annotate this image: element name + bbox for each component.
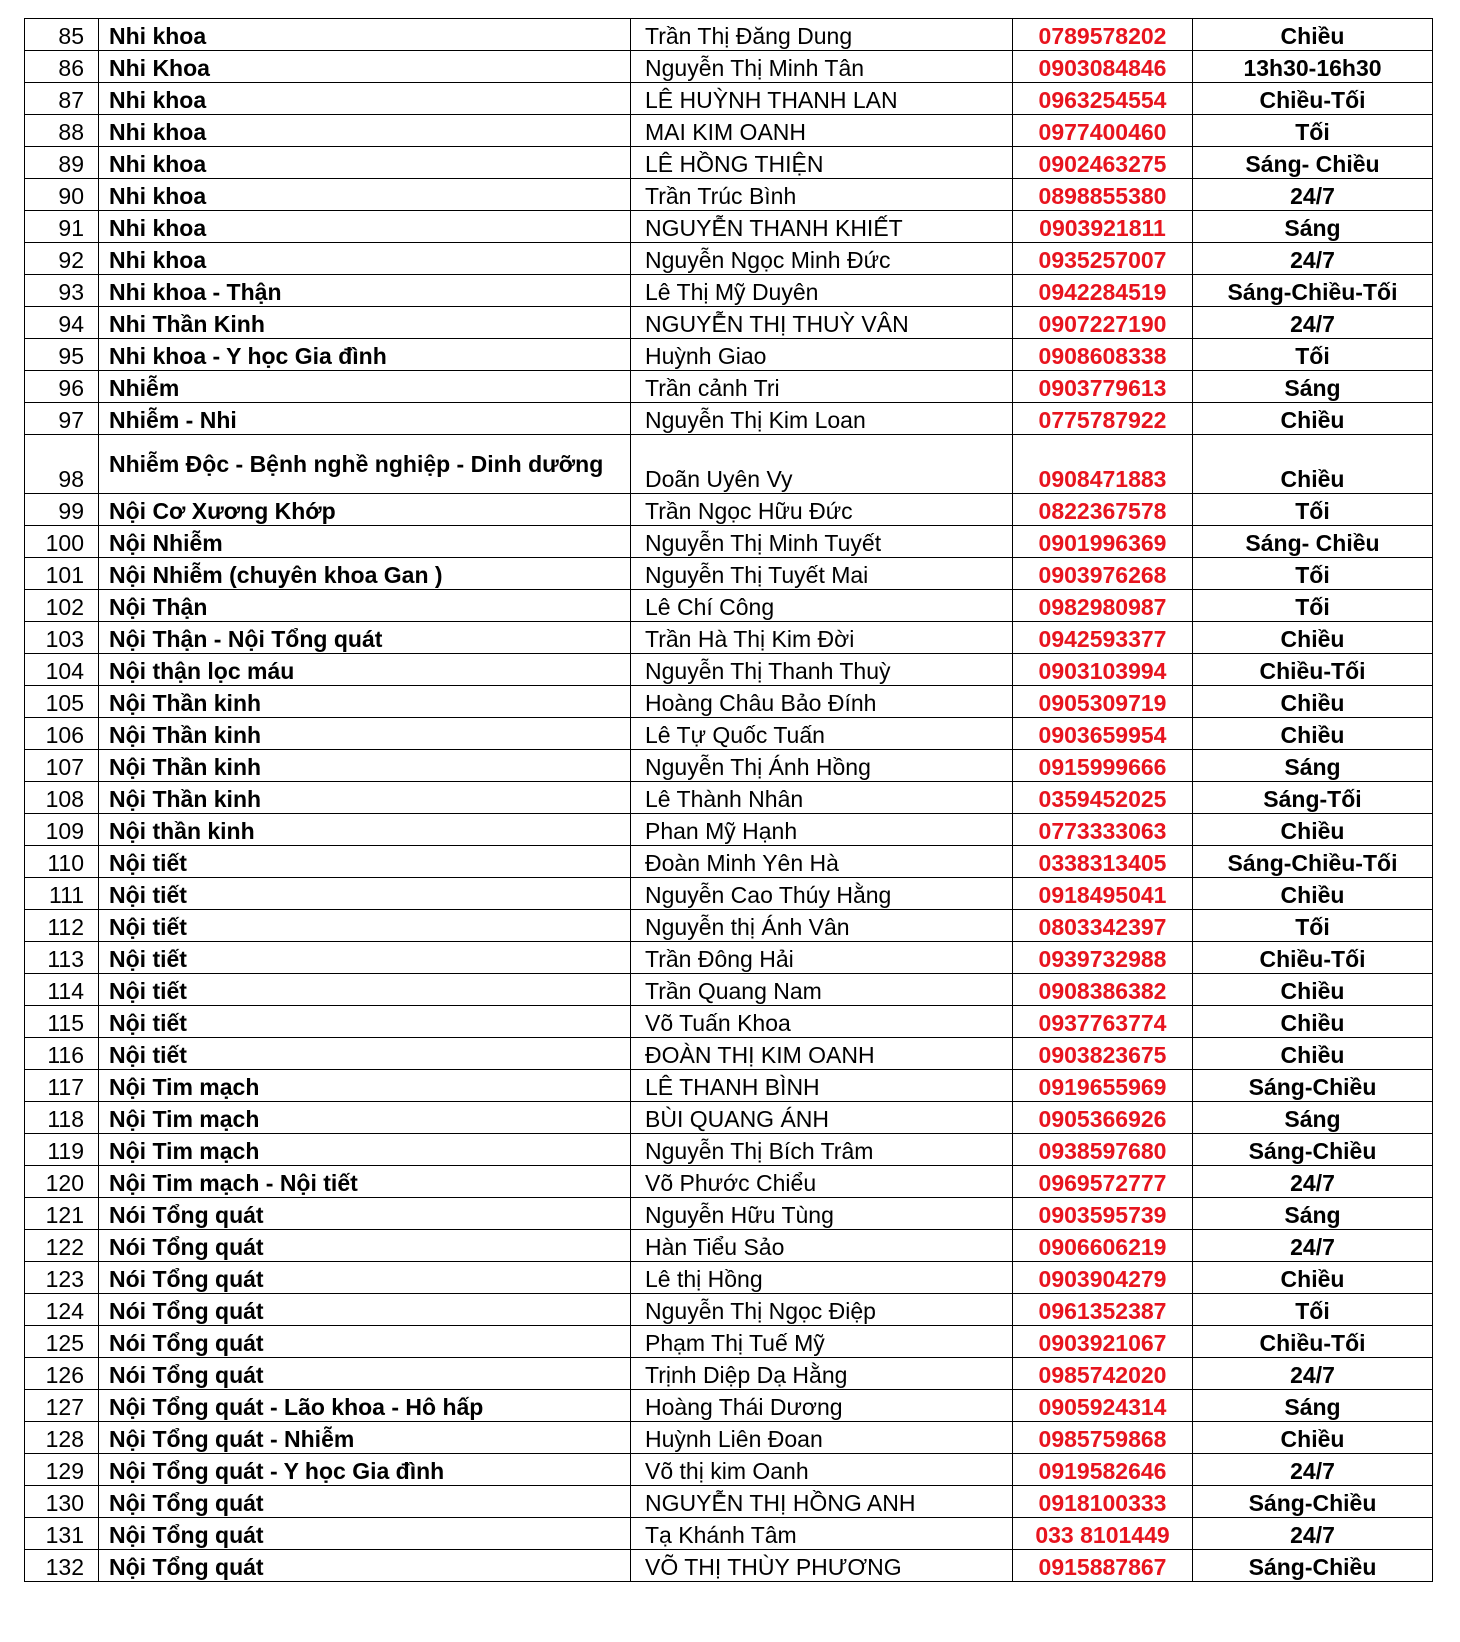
doctor-name-cell: Hoàng Châu Bảo Đính (631, 686, 1013, 718)
row-number: 95 (25, 339, 99, 371)
row-number: 123 (25, 1262, 99, 1294)
specialty-cell: Nói Tổng quát (99, 1294, 631, 1326)
phone-number-cell: 0822367578 (1013, 494, 1193, 526)
time-slot-cell: Tối (1193, 339, 1433, 371)
time-slot-cell: Chiều (1193, 435, 1433, 494)
time-slot-cell: Chiều (1193, 622, 1433, 654)
row-number: 124 (25, 1294, 99, 1326)
specialty-cell: Nội Thần kinh (99, 686, 631, 718)
phone-number-cell: 0903921067 (1013, 1326, 1193, 1358)
specialty-cell: Nội Tim mạch (99, 1070, 631, 1102)
specialty-cell: Nhi khoa (99, 147, 631, 179)
row-number: 119 (25, 1134, 99, 1166)
phone-number-cell: 0773333063 (1013, 814, 1193, 846)
doctor-name-cell: Nguyễn Cao Thúy Hằng (631, 878, 1013, 910)
time-slot-cell: 24/7 (1193, 243, 1433, 275)
table-row (25, 1518, 1433, 1550)
phone-number-cell: 0942284519 (1013, 275, 1193, 307)
table-row (25, 846, 1433, 878)
doctor-name-cell: Đoàn Minh Yên Hà (631, 846, 1013, 878)
doctor-name-cell: Trần cảnh Tri (631, 371, 1013, 403)
table-row (25, 974, 1433, 1006)
table-row (25, 1070, 1433, 1102)
row-number: 87 (25, 83, 99, 115)
specialty-cell: Nội tiết (99, 974, 631, 1006)
specialty-cell: Nội Tổng quát - Y học Gia đình (99, 1454, 631, 1486)
doctor-name-cell: Nguyễn Thị Minh Tuyết (631, 526, 1013, 558)
table-row (25, 654, 1433, 686)
specialty-cell: Nói Tổng quát (99, 1198, 631, 1230)
specialty-cell: Nội tiết (99, 942, 631, 974)
doctor-name-cell: Lê Tự Quốc Tuấn (631, 718, 1013, 750)
specialty-cell: Nội Tổng quát - Lão khoa - Hô hấp (99, 1390, 631, 1422)
row-number: 112 (25, 910, 99, 942)
doctor-name-cell: Võ Phước Chiểu (631, 1166, 1013, 1198)
table-row (25, 718, 1433, 750)
time-slot-cell: 24/7 (1193, 1454, 1433, 1486)
row-number: 91 (25, 211, 99, 243)
specialty-cell: Nội Nhiễm (chuyên khoa Gan ) (99, 558, 631, 590)
row-number: 104 (25, 654, 99, 686)
table-row (25, 1486, 1433, 1518)
specialty-cell: Nội Thần kinh (99, 782, 631, 814)
time-slot-cell: Sáng (1193, 371, 1433, 403)
doctor-name-cell: Lê thị Hồng (631, 1262, 1013, 1294)
specialty-cell: Nói Tổng quát (99, 1326, 631, 1358)
row-number: 132 (25, 1550, 99, 1582)
table-row (25, 1006, 1433, 1038)
time-slot-cell: Chiều-Tối (1193, 1326, 1433, 1358)
time-slot-cell: Chiều-Tối (1193, 654, 1433, 686)
time-slot-cell: Chiều (1193, 878, 1433, 910)
row-number: 126 (25, 1358, 99, 1390)
row-number: 131 (25, 1518, 99, 1550)
phone-number-cell: 0939732988 (1013, 942, 1193, 974)
specialty-cell: Nội Nhiễm (99, 526, 631, 558)
time-slot-cell: Sáng- Chiều (1193, 147, 1433, 179)
specialty-cell: Nội Tổng quát (99, 1518, 631, 1550)
table-row (25, 435, 1433, 494)
doctor-name-cell: Hàn Tiểu Sảo (631, 1230, 1013, 1262)
time-slot-cell: Sáng (1193, 1390, 1433, 1422)
phone-number-cell: 0903103994 (1013, 654, 1193, 686)
row-number: 97 (25, 403, 99, 435)
row-number: 117 (25, 1070, 99, 1102)
doctor-table-body (25, 19, 1433, 1582)
row-number: 99 (25, 494, 99, 526)
phone-number-cell: 0985742020 (1013, 1358, 1193, 1390)
phone-number-cell: 0905366926 (1013, 1102, 1193, 1134)
time-slot-cell: Sáng-Chiều-Tối (1193, 275, 1433, 307)
table-row (25, 686, 1433, 718)
specialty-cell: Nói Tổng quát (99, 1230, 631, 1262)
row-number: 106 (25, 718, 99, 750)
doctor-name-cell: LÊ THANH BÌNH (631, 1070, 1013, 1102)
doctor-name-cell: Nguyễn Ngọc Minh Đức (631, 243, 1013, 275)
table-row (25, 211, 1433, 243)
table-row (25, 147, 1433, 179)
row-number: 103 (25, 622, 99, 654)
doctor-name-cell: ĐOÀN THỊ KIM OANH (631, 1038, 1013, 1070)
row-number: 116 (25, 1038, 99, 1070)
phone-number-cell: 0982980987 (1013, 590, 1193, 622)
specialty-cell: Nhi khoa (99, 19, 631, 51)
doctor-name-cell: Huỳnh Liên Đoan (631, 1422, 1013, 1454)
doctor-name-cell: NGUYỄN THỊ THUỲ VÂN (631, 307, 1013, 339)
time-slot-cell: Sáng (1193, 1102, 1433, 1134)
table-row (25, 1390, 1433, 1422)
row-number: 101 (25, 558, 99, 590)
row-number: 129 (25, 1454, 99, 1486)
table-row (25, 403, 1433, 435)
table-row (25, 371, 1433, 403)
time-slot-cell: Sáng-Chiều (1193, 1070, 1433, 1102)
row-number: 108 (25, 782, 99, 814)
specialty-cell: Nội Thần kinh (99, 718, 631, 750)
time-slot-cell: 24/7 (1193, 307, 1433, 339)
time-slot-cell: 24/7 (1193, 1518, 1433, 1550)
doctor-name-cell: LÊ HỒNG THIỆN (631, 147, 1013, 179)
table-row (25, 942, 1433, 974)
specialty-cell: Nội Tổng quát - Nhiễm (99, 1422, 631, 1454)
phone-number-cell: 0985759868 (1013, 1422, 1193, 1454)
phone-number-cell: 0903921811 (1013, 211, 1193, 243)
time-slot-cell: Tối (1193, 1294, 1433, 1326)
doctor-name-cell: Trịnh Diệp Dạ Hằng (631, 1358, 1013, 1390)
time-slot-cell: Chiều (1193, 19, 1433, 51)
specialty-cell: Nội thần kinh (99, 814, 631, 846)
row-number: 89 (25, 147, 99, 179)
table-row (25, 243, 1433, 275)
doctor-name-cell: Trần Hà Thị Kim Đời (631, 622, 1013, 654)
phone-number-cell: 0903084846 (1013, 51, 1193, 83)
specialty-cell: Nội tiết (99, 846, 631, 878)
row-number: 110 (25, 846, 99, 878)
phone-number-cell: 033 8101449 (1013, 1518, 1193, 1550)
specialty-cell: Nhi khoa (99, 83, 631, 115)
row-number: 121 (25, 1198, 99, 1230)
table-row (25, 179, 1433, 211)
table-row (25, 1454, 1433, 1486)
phone-number-cell: 0935257007 (1013, 243, 1193, 275)
phone-number-cell: 0789578202 (1013, 19, 1193, 51)
specialty-cell: Nội Tổng quát (99, 1486, 631, 1518)
table-row (25, 19, 1433, 51)
specialty-cell: Nội tiết (99, 910, 631, 942)
row-number: 114 (25, 974, 99, 1006)
row-number: 100 (25, 526, 99, 558)
specialty-cell: Nội Tim mạch (99, 1102, 631, 1134)
specialty-cell: Nội tiết (99, 1038, 631, 1070)
time-slot-cell: Sáng (1193, 211, 1433, 243)
table-row (25, 1294, 1433, 1326)
specialty-cell: Nội tiết (99, 1006, 631, 1038)
table-row (25, 878, 1433, 910)
row-number: 94 (25, 307, 99, 339)
specialty-cell: Nhi Khoa (99, 51, 631, 83)
row-number: 102 (25, 590, 99, 622)
phone-number-cell: 0903779613 (1013, 371, 1193, 403)
specialty-cell: Nội thận lọc máu (99, 654, 631, 686)
phone-number-cell: 0898855380 (1013, 179, 1193, 211)
doctor-name-cell: BÙI QUANG ÁNH (631, 1102, 1013, 1134)
phone-number-cell: 0918495041 (1013, 878, 1193, 910)
time-slot-cell: Chiều (1193, 814, 1433, 846)
table-row (25, 1550, 1433, 1582)
row-number: 111 (25, 878, 99, 910)
table-row (25, 1102, 1433, 1134)
doctor-name-cell: Phan Mỹ Hạnh (631, 814, 1013, 846)
time-slot-cell: Sáng-Chiều-Tối (1193, 846, 1433, 878)
time-slot-cell: 24/7 (1193, 1358, 1433, 1390)
time-slot-cell: Chiều (1193, 1006, 1433, 1038)
time-slot-cell: 24/7 (1193, 1166, 1433, 1198)
doctor-name-cell: Tạ Khánh Tâm (631, 1518, 1013, 1550)
table-row (25, 910, 1433, 942)
table-row (25, 1358, 1433, 1390)
doctor-name-cell: VÕ THỊ THÙY PHƯƠNG (631, 1550, 1013, 1582)
time-slot-cell: 24/7 (1193, 179, 1433, 211)
row-number: 113 (25, 942, 99, 974)
specialty-cell: Nhi khoa - Thận (99, 275, 631, 307)
table-row (25, 558, 1433, 590)
doctor-name-cell: Lê Thành Nhân (631, 782, 1013, 814)
table-row (25, 339, 1433, 371)
row-number: 115 (25, 1006, 99, 1038)
table-row (25, 1326, 1433, 1358)
row-number: 96 (25, 371, 99, 403)
doctor-name-cell: Nguyễn Thị Minh Tân (631, 51, 1013, 83)
phone-number-cell: 0919582646 (1013, 1454, 1193, 1486)
time-slot-cell: Tối (1193, 494, 1433, 526)
phone-number-cell: 0775787922 (1013, 403, 1193, 435)
row-number: 118 (25, 1102, 99, 1134)
table-row (25, 750, 1433, 782)
row-number: 90 (25, 179, 99, 211)
phone-number-cell: 0902463275 (1013, 147, 1193, 179)
phone-number-cell: 0937763774 (1013, 1006, 1193, 1038)
phone-number-cell: 0905924314 (1013, 1390, 1193, 1422)
doctor-name-cell: Huỳnh Giao (631, 339, 1013, 371)
specialty-cell: Nội Cơ Xương Khớp (99, 494, 631, 526)
time-slot-cell: Tối (1193, 910, 1433, 942)
time-slot-cell: Sáng-Tối (1193, 782, 1433, 814)
table-row (25, 590, 1433, 622)
specialty-cell: Nhi Thần Kinh (99, 307, 631, 339)
doctor-name-cell: Võ thị kim Oanh (631, 1454, 1013, 1486)
table-row (25, 307, 1433, 339)
table-row (25, 1422, 1433, 1454)
specialty-cell: Nhi khoa - Y học Gia đình (99, 339, 631, 371)
doctor-name-cell: Phạm Thị Tuế Mỹ (631, 1326, 1013, 1358)
time-slot-cell: Tối (1193, 558, 1433, 590)
specialty-cell: Nói Tổng quát (99, 1358, 631, 1390)
time-slot-cell: Chiều (1193, 1038, 1433, 1070)
doctor-name-cell: Nguyễn Thị Kim Loan (631, 403, 1013, 435)
time-slot-cell: Tối (1193, 115, 1433, 147)
phone-number-cell: 0918100333 (1013, 1486, 1193, 1518)
specialty-cell: Nhi khoa (99, 211, 631, 243)
time-slot-cell: Chiều (1193, 1422, 1433, 1454)
specialty-cell: Nhi khoa (99, 179, 631, 211)
row-number: 120 (25, 1166, 99, 1198)
time-slot-cell: Chiều (1193, 1262, 1433, 1294)
row-number: 93 (25, 275, 99, 307)
row-number: 109 (25, 814, 99, 846)
time-slot-cell: 13h30-16h30 (1193, 51, 1433, 83)
time-slot-cell: Sáng (1193, 1198, 1433, 1230)
phone-number-cell: 0919655969 (1013, 1070, 1193, 1102)
specialty-cell: Nội Thận - Nội Tổng quát (99, 622, 631, 654)
specialty-cell: Nội Tim mạch - Nội tiết (99, 1166, 631, 1198)
doctor-name-cell: LÊ HUỲNH THANH LAN (631, 83, 1013, 115)
doctor-name-cell: Trần Ngọc Hữu Đức (631, 494, 1013, 526)
phone-number-cell: 0338313405 (1013, 846, 1193, 878)
row-number: 107 (25, 750, 99, 782)
doctor-name-cell: Trần Trúc Bình (631, 179, 1013, 211)
specialty-cell: Nội Thận (99, 590, 631, 622)
doctor-name-cell: Lê Thị Mỹ Duyên (631, 275, 1013, 307)
specialty-cell: Nhiễm - Nhi (99, 403, 631, 435)
table-row (25, 275, 1433, 307)
phone-number-cell: 0908608338 (1013, 339, 1193, 371)
doctor-table (24, 18, 1433, 1582)
specialty-cell: Nội Tim mạch (99, 1134, 631, 1166)
time-slot-cell: Chiều (1193, 718, 1433, 750)
table-row (25, 1262, 1433, 1294)
table-row (25, 83, 1433, 115)
doctor-name-cell: MAI KIM OANH (631, 115, 1013, 147)
phone-number-cell: 0901996369 (1013, 526, 1193, 558)
phone-number-cell: 0903659954 (1013, 718, 1193, 750)
phone-number-cell: 0963254554 (1013, 83, 1193, 115)
time-slot-cell: Sáng-Chiều (1193, 1134, 1433, 1166)
time-slot-cell: Chiều-Tối (1193, 942, 1433, 974)
row-number: 98 (25, 435, 99, 494)
phone-number-cell: 0908386382 (1013, 974, 1193, 1006)
row-number: 86 (25, 51, 99, 83)
doctor-name-cell: Nguyễn Thị Ngọc Điệp (631, 1294, 1013, 1326)
specialty-cell: Nhiễm Độc - Bệnh nghề nghiệp - Dinh dưỡng (99, 435, 631, 494)
phone-number-cell: 0915887867 (1013, 1550, 1193, 1582)
doctor-name-cell: Nguyễn Thị Tuyết Mai (631, 558, 1013, 590)
phone-number-cell: 0977400460 (1013, 115, 1193, 147)
doctor-name-cell: Nguyễn Thị Bích Trâm (631, 1134, 1013, 1166)
table-row (25, 1134, 1433, 1166)
doctor-name-cell: NGUYỄN THANH KHIẾT (631, 211, 1013, 243)
doctor-name-cell: Võ Tuấn Khoa (631, 1006, 1013, 1038)
time-slot-cell: Sáng- Chiều (1193, 526, 1433, 558)
doctor-name-cell: Lê Chí Công (631, 590, 1013, 622)
row-number: 128 (25, 1422, 99, 1454)
table-row (25, 115, 1433, 147)
phone-number-cell: 0938597680 (1013, 1134, 1193, 1166)
time-slot-cell: Sáng-Chiều (1193, 1486, 1433, 1518)
phone-number-cell: 0803342397 (1013, 910, 1193, 942)
row-number: 125 (25, 1326, 99, 1358)
doctor-name-cell: Trần Đông Hải (631, 942, 1013, 974)
specialty-cell: Nội Tổng quát (99, 1550, 631, 1582)
doctor-name-cell: Doãn Uyên Vy (631, 435, 1013, 494)
row-number: 92 (25, 243, 99, 275)
time-slot-cell: Sáng (1193, 750, 1433, 782)
table-row (25, 494, 1433, 526)
doctor-name-cell: Nguyễn thị Ánh Vân (631, 910, 1013, 942)
table-row (25, 526, 1433, 558)
doctor-name-cell: Trần Thị Đăng Dung (631, 19, 1013, 51)
specialty-cell: Nội tiết (99, 878, 631, 910)
phone-number-cell: 0907227190 (1013, 307, 1193, 339)
table-row (25, 622, 1433, 654)
table-row (25, 51, 1433, 83)
row-number: 122 (25, 1230, 99, 1262)
doctor-name-cell: Hoàng Thái Dương (631, 1390, 1013, 1422)
phone-number-cell: 0969572777 (1013, 1166, 1193, 1198)
phone-number-cell: 0961352387 (1013, 1294, 1193, 1326)
phone-number-cell: 0903595739 (1013, 1198, 1193, 1230)
specialty-cell: Nói Tổng quát (99, 1262, 631, 1294)
time-slot-cell: Chiều (1193, 686, 1433, 718)
phone-number-cell: 0903976268 (1013, 558, 1193, 590)
specialty-cell: Nhi khoa (99, 243, 631, 275)
time-slot-cell: Chiều-Tối (1193, 83, 1433, 115)
doctor-name-cell: Nguyễn Thị Ánh Hồng (631, 750, 1013, 782)
row-number: 105 (25, 686, 99, 718)
table-row (25, 1166, 1433, 1198)
specialty-cell: Nhiễm (99, 371, 631, 403)
phone-number-cell: 0903904279 (1013, 1262, 1193, 1294)
doctor-name-cell: Nguyễn Thị Thanh Thuỳ (631, 654, 1013, 686)
time-slot-cell: Sáng-Chiều (1193, 1550, 1433, 1582)
table-row (25, 782, 1433, 814)
table-row (25, 814, 1433, 846)
doctor-name-cell: Trần Quang Nam (631, 974, 1013, 1006)
time-slot-cell: Chiều (1193, 403, 1433, 435)
row-number: 85 (25, 19, 99, 51)
phone-number-cell: 0942593377 (1013, 622, 1193, 654)
phone-number-cell: 0905309719 (1013, 686, 1193, 718)
phone-number-cell: 0903823675 (1013, 1038, 1193, 1070)
specialty-cell: Nội Thần kinh (99, 750, 631, 782)
phone-number-cell: 0908471883 (1013, 435, 1193, 494)
time-slot-cell: Chiều (1193, 974, 1433, 1006)
table-row (25, 1230, 1433, 1262)
doctor-name-cell: Nguyễn Hữu Tùng (631, 1198, 1013, 1230)
row-number: 88 (25, 115, 99, 147)
specialty-cell: Nhi khoa (99, 115, 631, 147)
time-slot-cell: Tối (1193, 590, 1433, 622)
time-slot-cell: 24/7 (1193, 1230, 1433, 1262)
phone-number-cell: 0906606219 (1013, 1230, 1193, 1262)
row-number: 130 (25, 1486, 99, 1518)
phone-number-cell: 0359452025 (1013, 782, 1193, 814)
table-row (25, 1198, 1433, 1230)
row-number: 127 (25, 1390, 99, 1422)
doctor-name-cell: NGUYỄN THỊ HỒNG ANH (631, 1486, 1013, 1518)
phone-number-cell: 0915999666 (1013, 750, 1193, 782)
table-row (25, 1038, 1433, 1070)
